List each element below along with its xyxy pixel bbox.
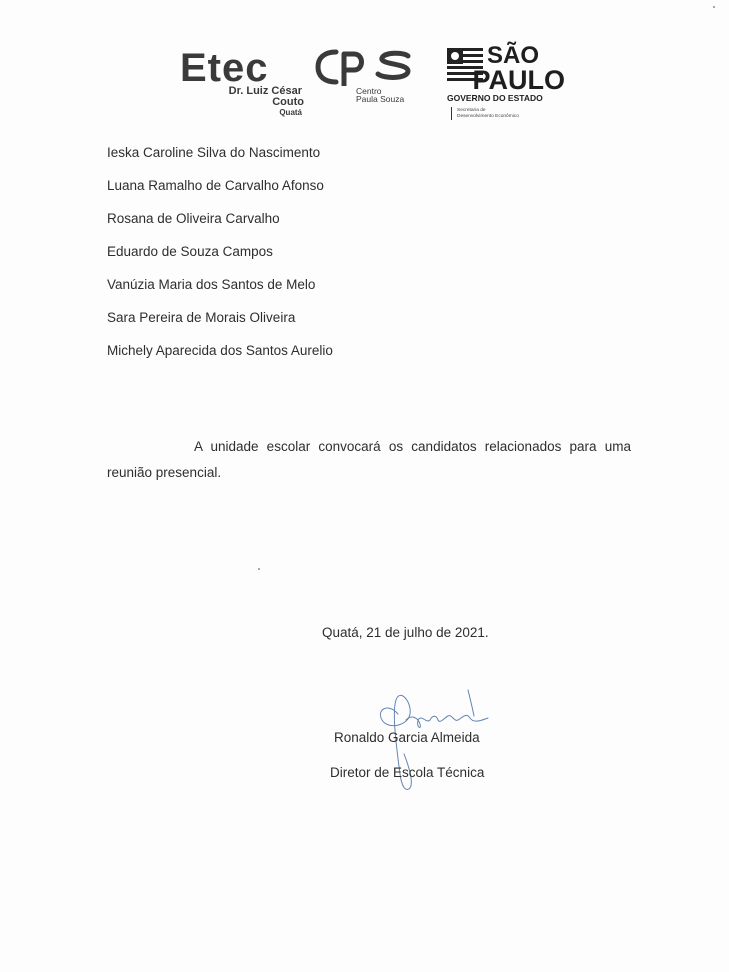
scan-speck xyxy=(258,568,260,570)
etec-logo-city: Quatá xyxy=(279,108,302,117)
etec-logo-school-name-2: Couto xyxy=(272,96,304,108)
date-line: Quatá, 21 de julho de 2021. xyxy=(322,625,489,640)
sao-paulo-logo-secretaria-1: Secretaria de xyxy=(457,108,486,113)
scan-speck xyxy=(713,6,715,8)
sao-paulo-logo-divider xyxy=(451,107,452,120)
sao-paulo-logo-secretaria-2: Desenvolvimento Econômico xyxy=(457,114,519,119)
cps-logo-line2: Paula Souza xyxy=(356,94,405,104)
candidate-name: Michely Aparecida dos Santos Aurelio xyxy=(107,343,333,358)
sao-paulo-logo-governo: GOVERNO DO ESTADO xyxy=(447,93,543,103)
candidate-name: Vanúzia Maria dos Santos de Melo xyxy=(107,277,316,292)
cps-logo xyxy=(314,46,414,106)
cps-logo-line1: Centro xyxy=(356,86,382,96)
candidate-name: Eduardo de Souza Campos xyxy=(107,244,273,259)
etec-logo xyxy=(180,46,312,118)
etec-logo-word: Etec xyxy=(180,46,269,90)
cps-logo-mark xyxy=(314,46,414,88)
sao-paulo-logo-paulo: PAULO xyxy=(472,65,565,95)
candidate-name: Rosana de Oliveira Carvalho xyxy=(107,211,280,226)
candidate-name: Ieska Caroline Silva do Nascimento xyxy=(107,145,321,160)
sao-paulo-logo-sao: SÃO xyxy=(487,42,540,69)
convocation-paragraph: A unidade escolar convocará os candidatos relacionados para uma reunião presencial. xyxy=(107,438,631,480)
candidate-name: Luana Ramalho de Carvalho Afonso xyxy=(107,178,324,193)
signer-name: Ronaldo Garcia Almeida xyxy=(334,730,480,745)
candidate-names-list xyxy=(107,136,333,367)
signer-role: Diretor de Escola Técnica xyxy=(330,765,485,780)
etec-logo-school-name: Dr. Luiz César xyxy=(228,85,302,97)
sao-paulo-government-logo xyxy=(447,44,567,124)
candidate-name: Sara Pereira de Morais Oliveira xyxy=(107,310,296,325)
